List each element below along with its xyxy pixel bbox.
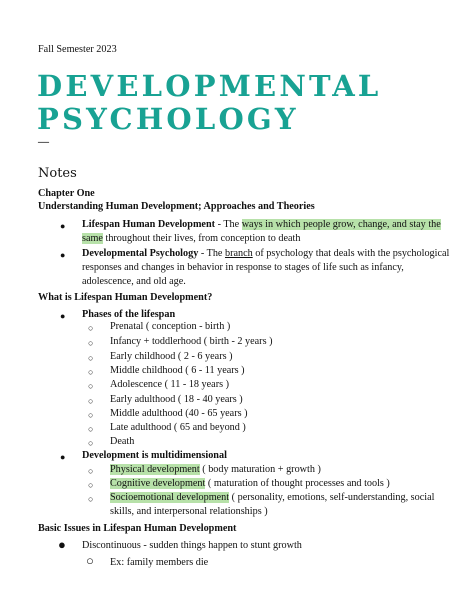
highlighted-text: ways in which people grow, change, and stay the [241,219,441,230]
phase-item: Early childhood ( 2 - 6 years ) [110,351,233,362]
definition-term: Developmental Psychology [82,248,199,259]
item-rest: ( body maturation + growth ) [199,464,321,475]
underlined-text: branch [224,248,253,259]
bullet-icon: ● [60,221,66,231]
circle-bullet-icon: ○ [88,338,94,348]
definition-devpsych [82,248,449,259]
socioemotional-cont: skills, and interpersonal relationships ) [110,506,268,517]
cognitive-development [110,478,390,489]
circle-bullet-icon: ○ [88,466,94,476]
highlighted-text: Socioemotional development [110,492,230,503]
bullet-icon: ● [60,311,66,321]
circle-bullet-icon: ○ [88,410,94,420]
phase-item: Adolescence ( 11 - 18 years ) [110,379,229,390]
highlighted-text: Physical development [110,464,200,475]
title-line-2: PSYCHOLOGY [37,102,299,136]
highlighted-text: same [82,233,103,244]
phase-item: Death [110,436,135,447]
semester-label: Fall Semester 2023 [38,44,117,55]
multi-label: Development is multidimensional [82,450,227,461]
circle-bullet-icon: ○ [88,396,94,406]
definition-rest: throughout their lives, from conception to death [102,233,301,244]
definition-sep: - The [215,219,242,230]
definition-lifespan [82,219,441,230]
circle-bullet-icon: ○ [88,424,94,434]
physical-development [110,464,321,475]
definition-devpsych-line2: responses and changes in behavior in response to stages of life such as infancy, [82,262,404,273]
phase-item: Middle childhood ( 6 - 11 years ) [110,365,245,376]
item-rest: ( personality, emotions, self-understanding, social [229,492,435,503]
definition-sep: - The [198,248,225,259]
bullet-icon: ● [60,452,66,462]
socioemotional-development [110,492,434,503]
definition-devpsych-line3: adolescence, and old age. [82,276,186,287]
chapter-subtitle: Understanding Human Development; Approaches and Theories [38,201,315,212]
section-heading: Basic Issues in Lifespan Human Development [38,523,237,534]
chapter-label: Chapter One [38,188,95,199]
bullet-icon: ● [60,250,66,260]
circle-bullet-icon: ○ [88,323,94,333]
example-item: Ex: family members die [110,557,209,568]
circle-bullet-icon: ○ [86,553,94,568]
phases-label: Phases of the lifespan [82,309,176,320]
circle-bullet-icon: ○ [88,353,94,363]
phase-item: Prenatal ( conception - birth ) [110,321,231,332]
phase-item: Early adulthood ( 18 - 40 years ) [110,394,243,405]
phase-item: Middle adulthood (40 - 65 years ) [110,408,248,419]
section-heading: What is Lifespan Human Development? [38,292,213,303]
circle-bullet-icon: ○ [88,381,94,391]
circle-bullet-icon: ○ [88,438,94,448]
definition-rest: of psychology that deals with the psychological [252,248,450,259]
highlighted-text: Cognitive development [110,478,206,489]
discontinuous-item: Discontinuous - sudden things happen to stunt growth [82,540,302,551]
circle-bullet-icon: ○ [88,494,94,504]
phase-item: Late adulthood ( 65 and beyond ) [110,422,246,433]
phase-item: Infancy + toddlerhood ( birth - 2 years ) [110,336,273,347]
title-line-1: DEVELOPMENTAL [37,69,382,103]
circle-bullet-icon: ○ [88,367,94,377]
circle-bullet-icon: ○ [88,480,94,490]
item-rest: ( maturation of thought processes and tools ) [205,478,390,489]
notes-heading: Notes [38,166,77,181]
title-rule: — [38,136,49,148]
bullet-icon: ● [58,537,66,552]
definition-term: Lifespan Human Development [82,219,216,230]
definition-lifespan-cont [82,233,300,244]
